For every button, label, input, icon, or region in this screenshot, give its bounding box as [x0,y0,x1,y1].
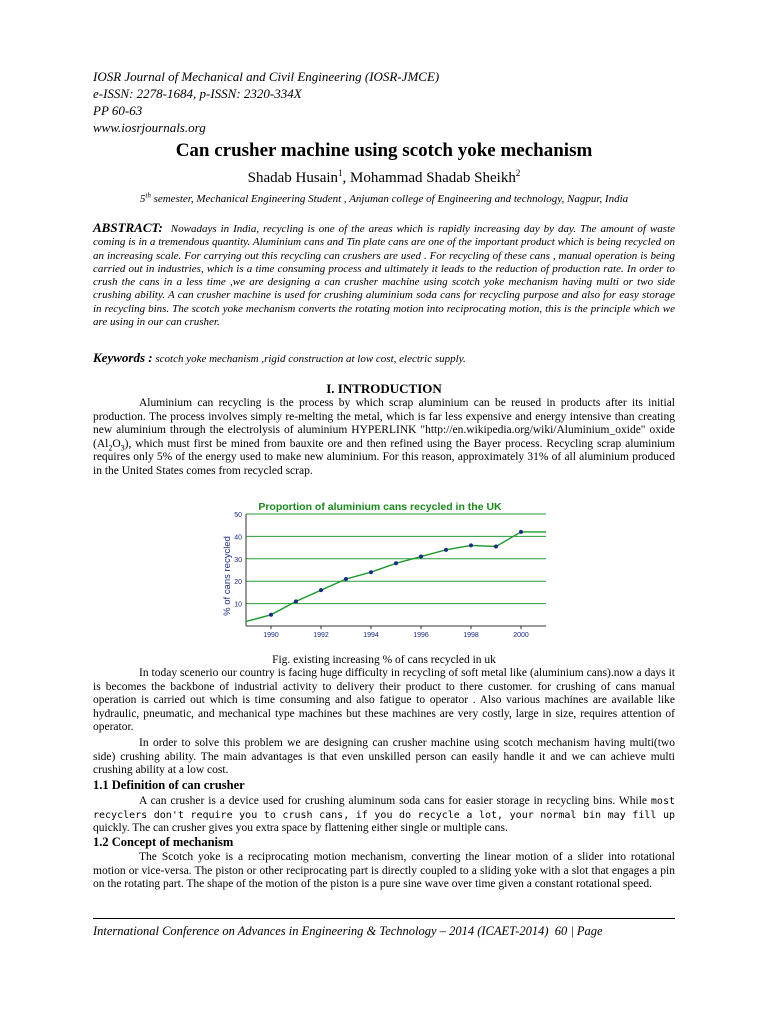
chart-x-tick-label: 1990 [263,632,279,639]
section-1-2-paragraph [93,851,675,892]
intro-p1-a: Aluminium can recycling is the process by which scrap aluminium can be reused in products after its initial production. The process involves simply re-melting the metal, which is far less expensive and energy intensive than creating new aluminium through the electrolysis of aluminium HYPERLINK "http://en.wikipedia.org/wiki/Aluminium_oxide" oxide (Al [93,397,675,450]
author-1: Shadab Husain [247,170,339,186]
chart-x-tick-label: 1998 [463,632,479,639]
footer-rule [93,918,675,919]
chart-data-point [444,548,448,552]
chart-data-point [519,530,523,534]
chart-data-point [469,543,473,547]
chart-x-tick-label: 2000 [513,632,529,639]
chart-x-tick-label: 1994 [363,632,379,639]
page-range: PP 60-63 [93,103,143,118]
chart-data-point [294,599,298,603]
chart-data-point [419,555,423,559]
journal-name: IOSR Journal of Mechanical and Civil Engineering (IOSR-JMCE) [93,69,440,84]
keywords-label: Keywords : [93,350,153,365]
journal-url: www.iosrjournals.org [93,120,206,135]
section-1-2-heading: 1.2 Concept of mechanism [93,835,234,849]
chart-data-point [369,570,373,574]
chart-y-tick-label: 40 [234,534,242,542]
chart-y-tick-label: 50 [234,512,242,519]
intro-heading: I. INTRODUCTION [326,381,442,396]
affiliation-prefix: 5 [139,193,146,205]
author-1-sup: 1 [338,168,343,178]
chart-background [210,496,550,654]
chart-data-point [394,561,398,565]
chart-y-tick-label: 10 [234,601,242,609]
abstract-text: Nowadays in India, recycling is one of the areas which is rapidly increasing day by day. The amount of waste coming is in a tremendous quantity. Aluminium cans and Tin plate cans are one of the important product which is being recycled on an increasing scale. For carrying out this recycling can crushers are used . For recycling of these cans , manual operation is being carried out in industries, which is a time consuming process and ultimately it leads to the reduction of production rate. In order to crush the cans in a less time ,we are designing a can crusher machine using scotch yoke mechanism having multi or two side crushing ability. A can crusher machine is used for crushing aluminium soda cans for recycling purpose and also for easy storage in recycling bins. The scotch yoke mechanism converts the rotating motion into reciprocating motion, this is the principle which we are using in our can crusher. [93,223,676,329]
chart-title: Proportion of aluminium cans recycled in the UK [258,501,502,513]
author-2: Mohammad Shadab Sheikh [350,170,516,186]
keywords [93,350,466,366]
chart-x-tick-label: 1992 [313,632,329,639]
chart-y-axis-label: % of cans recycled [222,536,233,616]
issn: e-ISSN: 2278-1684, p-ISSN: 2320-334X [93,86,302,101]
chart-data-point [344,577,348,581]
chart-y-tick-label: 30 [234,556,242,564]
intro-p1-sub2: 3 [120,443,125,453]
chart-y-tick-label: 20 [234,579,242,587]
chart-data-point [269,613,273,617]
footer-page: 60 | Page [554,924,603,938]
sec11-text-a: A can crusher is a device used for crushing aluminum soda cans for easier storage in recycling bins. While [139,795,651,807]
footer [93,924,603,939]
abstract-label: ABSTRACT: [93,220,163,235]
affiliation-sup: th [145,191,151,200]
intro-p1-b: O [112,437,121,450]
intro-p1-c: ), which must first be mined from bauxite ore and then refined using the Bayer process. Recycling scrap aluminium requires only 5% of the energy used to make new aluminium. For this reason, approximately 31% of all aluminium produced in the United States comes from recycled scrap. [93,437,675,477]
intro-paragraph-3 [93,737,675,778]
section-1-1-heading: 1.1 Definition of can crusher [93,778,245,792]
chart-data-point [319,588,323,592]
figure-caption: Fig. existing increasing % of cans recycled in uk [272,654,496,666]
intro-p3-text: In order to solve this problem we are designing can crusher machine using scotch mechanism having multi(two side) crushing ability. The main advantages is that even unskilled person can easily handle it and we can achieve multi crushing ability at a low cost. [93,737,675,777]
intro-p2-text: In today scenerio our country is facing huge difficulty in recycling of soft metal like (aluminium cans).now a days it is becomes the backbone of industrial activity to delivery their product to there customer. for crushing of cans manual operation is carried out which is time consuming and also fatigue to operator . Also various machines are available like hydraulic, pneumatic, and mechanical type machines but these machines are very costly, large in size, requires attention of operator. [93,667,675,734]
section-1-1-paragraph [93,795,675,836]
sec11-text-b: quickly. The can crusher gives you extra space by flattening either single or multiple cans. [93,822,508,835]
intro-paragraph-1 [93,397,675,479]
author-2-sup: 2 [515,168,521,178]
chart-data-point [494,544,498,548]
sec11-text-mono: most recyclers don't require you to crush cans, if you do recycle a lot, your normal bin may fill up [93,796,675,821]
authors [0,170,768,187]
affiliation-text: semester, Mechanical Engineering Student , Anjuman college of Engineering and technology, Nagpur, India [150,193,629,205]
intro-paragraph-2 [93,667,675,735]
author-separator: , [342,170,351,186]
keywords-text: scotch yoke mechanism ,rigid construction at low cost, electric supply. [155,353,466,365]
paper-title: Can crusher machine using scotch yoke mechanism [175,140,593,161]
recycling-chart [210,496,550,654]
intro-p1-sub1: 2 [108,443,113,453]
footer-conference: International Conference on Advances in Engineering & Technology – 2014 (ICAET-2014) [93,924,549,938]
abstract [93,221,675,329]
sec12-text: The Scotch yoke is a reciprocating motion mechanism, converting the linear motion of a slider into rotational motion or vice-versa. The piston or other reciprocating part is directly coupled to a sliding yoke with a slot that engages a pin on the rotating part. The shape of the motion of the piston is a pure sine wave over time given a constant rotational speed. [93,851,675,891]
chart-x-tick-label: 1996 [413,632,429,639]
affiliation [0,193,768,205]
